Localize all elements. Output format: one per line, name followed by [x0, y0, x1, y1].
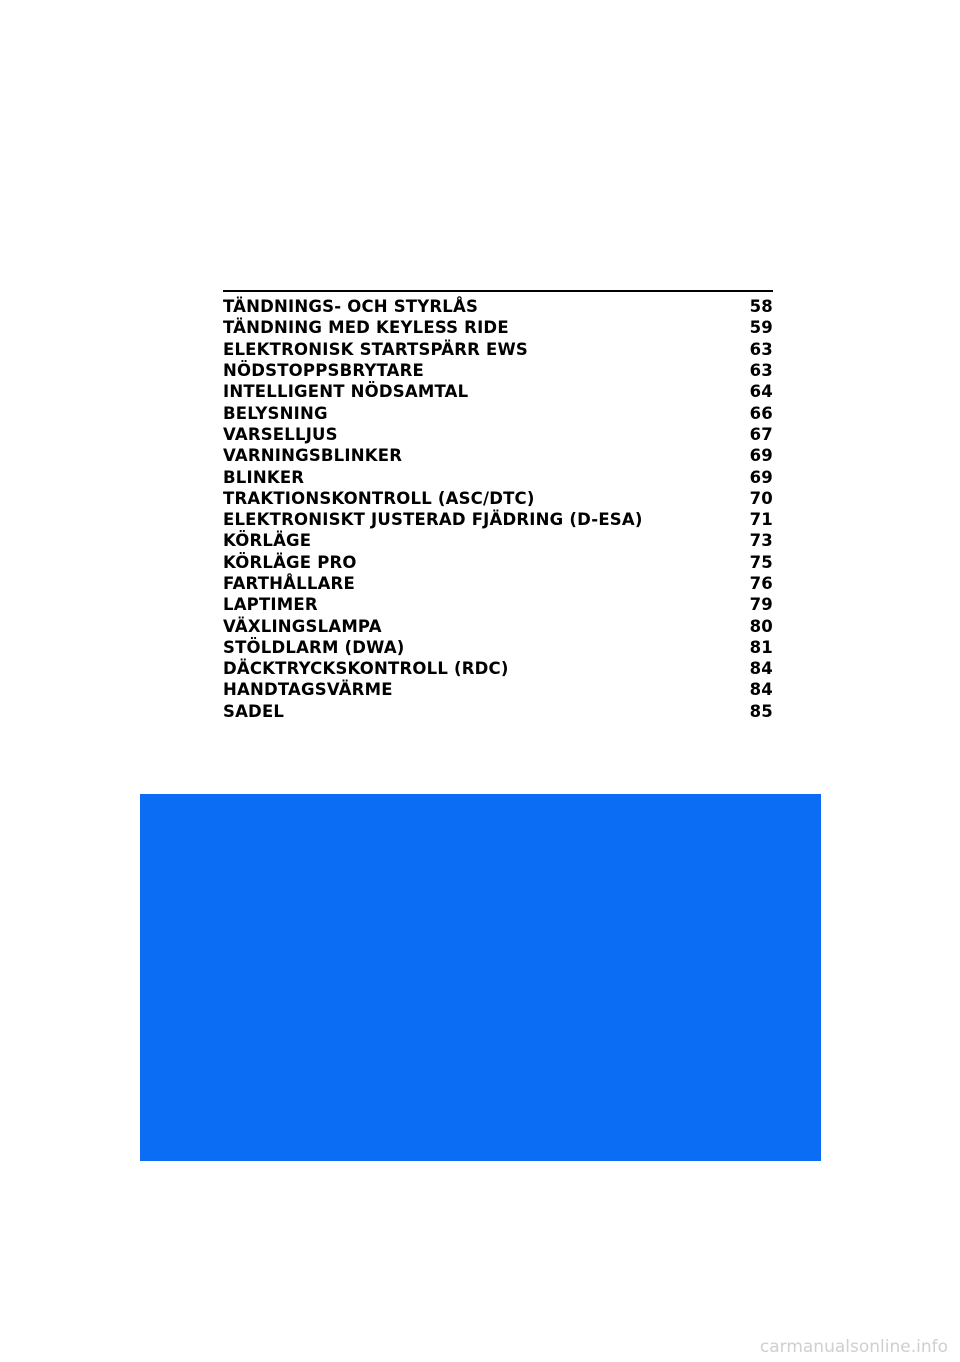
toc-entry-page-number: 73	[749, 531, 773, 551]
toc-entry-page-number: 81	[749, 637, 773, 657]
toc-entry-page-number: 85	[749, 701, 773, 721]
toc-entry-title: FARTHÅLLARE	[223, 574, 355, 593]
toc-entry-page-number: 58	[749, 297, 773, 317]
toc-entry	[223, 573, 773, 594]
toc-entry-title: VÄXLINGSLAMPA	[223, 616, 382, 636]
toc-entry-title: INTELLIGENT NÖDSAMTAL	[223, 382, 469, 402]
toc-entry-page-number: 66	[749, 403, 773, 423]
toc-entry-page-number: 69	[749, 446, 773, 466]
toc-entry-page-number: 63	[749, 339, 773, 359]
toc-entry-page-number: 63	[749, 361, 773, 381]
toc-entry-page-number: 59	[749, 318, 773, 338]
toc-entry-page-number: 76	[749, 574, 773, 593]
toc-entry-title: NÖDSTOPPSBRYTARE	[223, 361, 425, 381]
table-of-contents	[223, 290, 773, 722]
toc-entry	[223, 445, 773, 466]
toc-entry	[223, 637, 773, 658]
toc-entry	[223, 701, 773, 722]
toc-entry-page-number: 80	[749, 616, 773, 636]
toc-entry	[223, 360, 773, 381]
toc-entry-page-number: 84	[749, 680, 773, 700]
toc-entry	[223, 658, 773, 679]
toc-entry	[223, 339, 773, 360]
toc-entry-title: KÖRLÄGE PRO	[223, 552, 357, 572]
toc-entry-title: ELEKTRONISKT JUSTERAD FJÄDRING (D-ESA)	[223, 510, 643, 530]
toc-entry-title: BELYSNING	[223, 403, 328, 423]
toc-entry-page-number: 84	[749, 659, 773, 679]
toc-entry-title: TÄNDNING MED KEYLESS RIDE	[223, 318, 509, 338]
watermark-url: carmanualsonline.info	[759, 1337, 948, 1357]
toc-entry-page-number: 71	[749, 510, 773, 530]
toc-entry	[223, 317, 773, 338]
toc-entry-title: LAPTIMER	[223, 595, 318, 615]
toc-entry-title: ELEKTRONISK STARTSPÄRR EWS	[223, 339, 528, 359]
toc-entry-title: VARSELLJUS	[223, 424, 338, 444]
toc-entry-title: DÄCKTRYCKSKONTROLL (RDC)	[223, 659, 509, 679]
toc-entry-page-number: 69	[749, 467, 773, 487]
toc-entry-page-number: 75	[749, 552, 773, 572]
toc-entry	[223, 381, 773, 402]
toc-entry-title: SADEL	[223, 701, 285, 721]
toc-entry-page-number: 67	[749, 424, 773, 444]
toc-entry-page-number: 79	[749, 595, 773, 615]
toc-entry-title: KÖRLÄGE	[223, 531, 312, 551]
toc-entry-page-number: 70	[749, 488, 773, 508]
toc-entry	[223, 594, 773, 615]
toc-entry	[223, 552, 773, 573]
toc-entry	[223, 530, 773, 551]
toc-entry	[223, 402, 773, 423]
toc-entry-title: HANDTAGSVÄRME	[223, 680, 393, 700]
toc-entry-title: TRAKTIONSKONTROLL (ASC/DTC)	[223, 488, 535, 508]
blue-color-block	[140, 794, 821, 1161]
toc-entry-title: BLINKER	[223, 467, 305, 487]
toc-entry-title: STÖLDLARM (DWA)	[223, 637, 405, 657]
toc-entry	[223, 509, 773, 530]
toc-entry	[223, 466, 773, 487]
toc-entry-page-number: 64	[749, 382, 773, 402]
toc-entry-title: TÄNDNINGS- OCH STYRLÅS	[223, 297, 479, 317]
toc-entry-title: VARNINGSBLINKER	[223, 446, 403, 466]
toc-entry	[223, 296, 773, 317]
toc-entry	[223, 679, 773, 700]
toc-entry	[223, 615, 773, 636]
toc-entry	[223, 488, 773, 509]
toc-entry	[223, 424, 773, 445]
